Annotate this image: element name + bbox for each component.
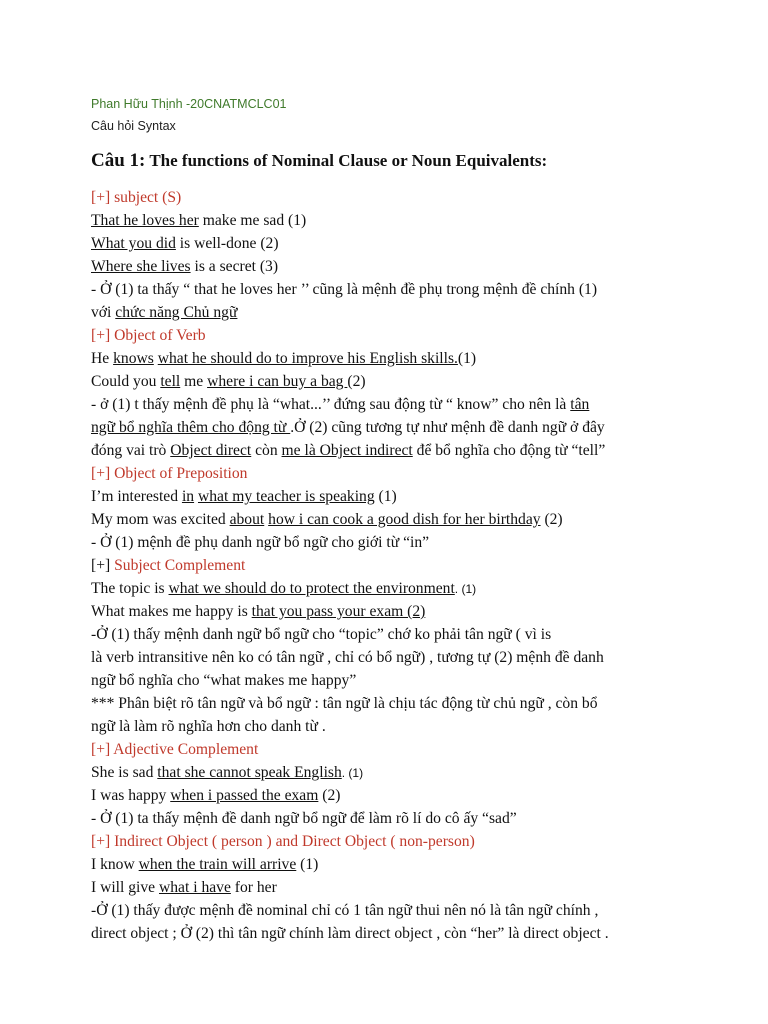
text-run: với — [91, 304, 116, 321]
text-run: She is sad — [91, 764, 158, 781]
underlined-clause: that you pass your exam (2) — [251, 603, 426, 620]
underlined-clause: what my teacher is speaking — [197, 488, 375, 505]
section-title-subject: [+] subject (S) — [91, 189, 182, 206]
underlined-clause: how i can cook a good dish for her birthday — [268, 511, 541, 528]
underlined-text: chức năng Chủ ngữ — [115, 304, 238, 321]
example-line — [91, 370, 701, 393]
underlined-clause: what we should do to protect the environment — [168, 580, 455, 597]
document-header — [91, 93, 287, 137]
text-run: đóng vai trò — [91, 442, 171, 459]
underlined-text: me là Object indirect — [281, 442, 413, 459]
text-run: [+] — [91, 557, 115, 574]
text-run: (2) — [318, 787, 341, 804]
note-line — [91, 416, 701, 439]
document-body — [91, 186, 701, 945]
text-run: (2) — [540, 511, 563, 528]
author-line: Phan Hữu Thịnh -20CNATMCLC01 — [91, 97, 287, 111]
text-run: I’m interested — [91, 488, 182, 505]
text-run: để bổ nghĩa cho động từ “tell” — [412, 442, 606, 459]
underlined-text: tân — [570, 396, 590, 413]
note-line: ngữ là làm rõ nghĩa hơn cho danh từ . — [91, 718, 326, 735]
example-line — [91, 600, 701, 623]
text-run: make me sad (1) — [198, 212, 307, 229]
underlined-clause: when i passed the exam — [170, 787, 319, 804]
section-title-indirect-direct-object: [+] Indirect Object ( person ) and Direct Object ( non-person) — [91, 833, 475, 850]
underlined-text: Object direct — [170, 442, 252, 459]
example-line — [91, 853, 701, 876]
underlined-preposition: in — [181, 488, 195, 505]
text-run: - ở (1) t thấy mệnh đề phụ là “what...’’ đứng sau động từ “ know” cho nên là — [91, 396, 571, 413]
text-run: I will give — [91, 879, 159, 896]
example-line — [91, 876, 701, 899]
underlined-preposition: about — [229, 511, 265, 528]
note-line: - Ở (1) ta thấy mệnh đề danh ngữ bổ ngữ để làm rõ lí do cô ấy “sad” — [91, 810, 517, 827]
section-title-subject-complement — [91, 554, 701, 577]
text-run: My mom was excited — [91, 511, 230, 528]
example-line — [91, 485, 701, 508]
example-line — [91, 508, 701, 531]
text-run: What makes me happy is — [91, 603, 252, 620]
note-line: -Ở (1) thấy mệnh danh ngữ bổ ngữ cho “topic” chớ ko phải tân ngữ ( vì is — [91, 626, 552, 643]
note-line — [91, 393, 701, 416]
text-run: (2) — [347, 373, 366, 390]
underlined-clause: that she cannot speak English — [157, 764, 342, 781]
underlined-clause: where i can buy a bag — [207, 373, 348, 390]
text-run: I know — [91, 856, 139, 873]
text-run: (1) — [457, 350, 477, 367]
text-run: (1) — [374, 488, 397, 505]
section-title-adjective-complement: [+] Adjective Complement — [91, 741, 259, 758]
note-line: *** Phân biệt rõ tân ngữ và bổ ngữ : tân ngữ là chịu tác động từ chủ ngữ , còn bổ — [91, 695, 598, 712]
note-line — [91, 439, 701, 462]
underlined-verb: tell — [160, 373, 181, 390]
underlined-clause: What you did — [91, 235, 176, 252]
section-title-object-of-verb: [+] Object of Verb — [91, 327, 206, 344]
underlined-clause: when the train will arrive — [138, 856, 297, 873]
example-line — [91, 577, 701, 600]
example-line — [91, 761, 701, 784]
text-run: is well-done (2) — [175, 235, 279, 252]
text-run: (1) — [296, 856, 319, 873]
underlined-clause: That he loves her — [91, 212, 199, 229]
note-line: - Ở (1) ta thấy “ that he loves her ’’ cũng là mệnh đề phụ trong mệnh đề chính (1) — [91, 281, 598, 298]
example-line — [91, 255, 701, 278]
example-line — [91, 784, 701, 807]
underlined-text: ngữ bổ nghĩa thêm cho động từ — [91, 419, 291, 436]
note-line: ngữ bổ nghĩa cho “what makes me happy” — [91, 672, 357, 689]
question-number: Câu 1: — [91, 150, 146, 171]
text-run: The topic is — [91, 580, 169, 597]
text-run: .Ở (2) cũng tương tự như mệnh đề danh ngữ ở đây — [290, 419, 605, 436]
example-line — [91, 232, 701, 255]
note-line: - Ở (1) mệnh đề phụ danh ngữ bổ ngữ cho giới từ “in” — [91, 534, 430, 551]
subtitle-line: Câu hỏi Syntax — [91, 119, 176, 133]
question-heading — [91, 150, 547, 172]
example-line — [91, 209, 701, 232]
text-run: . (1) — [454, 582, 477, 596]
underlined-clause: what he should do to improve his English skills. — [157, 350, 458, 367]
note-line: direct object ; Ở (2) thì tân ngữ chính làm direct object , còn “her” là direct object . — [91, 925, 609, 942]
text-run: . (1) — [341, 766, 364, 780]
underlined-verb: knows — [113, 350, 154, 367]
note-line — [91, 301, 701, 324]
text-run: còn — [251, 442, 282, 459]
note-line: là verb intransitive nên ko có tân ngữ , chỉ có bổ ngữ) , tương tự (2) mệnh đề danh — [91, 649, 604, 666]
text-run: Subject Complement — [114, 557, 246, 574]
underlined-clause: Where she lives — [91, 258, 191, 275]
note-line: -Ở (1) thấy được mệnh đề nominal chỉ có 1 tân ngữ thui nên nó là tân ngữ chính , — [91, 902, 599, 919]
example-line — [91, 347, 701, 370]
text-run: for her — [230, 879, 277, 896]
text-run: is a secret (3) — [190, 258, 279, 275]
text-run: I was happy — [91, 787, 171, 804]
text-run: He — [91, 350, 114, 367]
text-run: Could you — [91, 373, 161, 390]
section-title-object-of-preposition: [+] Object of Preposition — [91, 465, 248, 482]
text-run: me — [180, 373, 208, 390]
underlined-clause: what i have — [159, 879, 231, 896]
question-title: The functions of Nominal Clause or Noun Equivalents: — [149, 151, 548, 170]
